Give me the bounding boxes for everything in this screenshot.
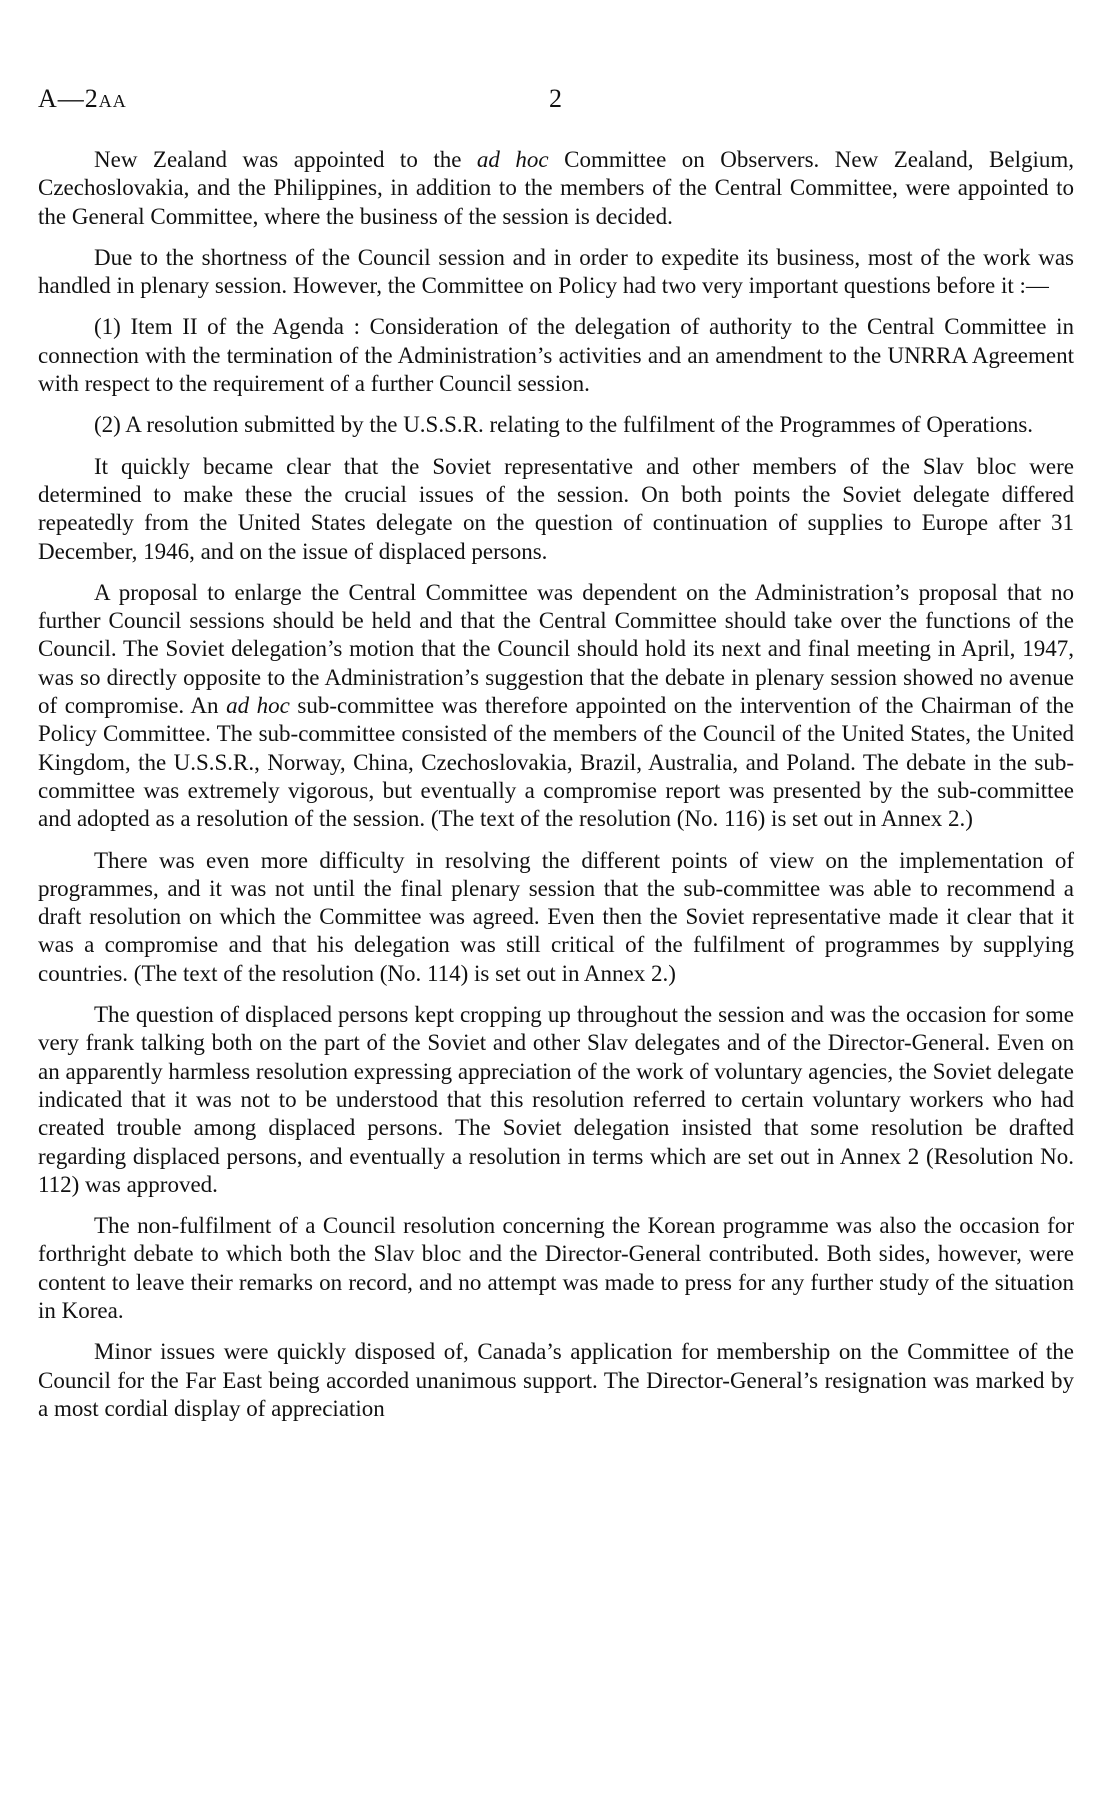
paragraph-displaced-persons: The question of displaced persons kept cropping up throughout the session and was the occasion for some very frank talking both on the part of the Soviet and other Slav delegates and of the Director-General. Even on an apparently harmless resolution expressing appreciation of the work of voluntary agencies, the Soviet delegate indicated that it was not to be understood that this resolution referred to certain voluntary workers who had created trouble among displaced persons. The Soviet delegation insisted that some resolution be drafted regarding displaced persons, and eventually a resolution in terms which are set out in Annex 2 (Resolution No. 112) was approved. — [38, 1002, 1074, 1197]
paragraph-minor-issues: Minor issues were quickly disposed of, Canada’s application for membership on the Committee of the Council for the Far East being accorded unanimous support. The Director-General’s resignation was marked by a most cordial display of appreciation — [38, 1339, 1074, 1421]
paragraph-korean-programme: The non-fulfilment of a Council resolution concerning the Korean programme was also the occasion for forthright debate to which both the Slav bloc and the Director-General contributed. Both sides, however, were content to leave their remarks on record, and no attempt was made to press for any further study of the situation in Korea. — [38, 1213, 1074, 1323]
paragraph-text: sub-committee was therefore appointed on the intervention of the Chairman of the Policy Committee. The sub-committee consisted of the members of the Council of the United States, the United Kingdom, the U.S.S.R., Norway, China, Czechoslovakia, Brazil, Australia, and Poland. The debate in the sub-committee was extremely vigorous, but eventually a compromise report was presented by the sub-committee and adopted as a resolution of the session. (The text of the resolution (No. 116) is set out in Annex 2.) — [38, 693, 1075, 832]
italic-phrase: ad hoc — [476, 147, 549, 172]
reference-suffix: AA — [98, 91, 127, 111]
paragraph-observers-committee — [38, 146, 1074, 231]
paragraph-slav-bloc: It quickly became clear that the Soviet representative and other members of the Slav bloc were determined to make these the crucial issues of the session. On both points the Soviet delegate differed repeatedly from the United States delegate on the question of continuation of supplies to Europe after 31 December, 1946, and on the issue of displaced persons. — [38, 453, 1074, 564]
body-text — [38, 146, 1074, 1423]
document-page — [38, 84, 1074, 1436]
page-header — [38, 84, 1074, 124]
paragraph-text: A proposal to enlarge the Central Committee was dependent on the Administration’s proposal that no further Council sessions should be held and that the Central Committee should take over the functions of the Council. The Soviet delegation’s motion that the Council should hold its next and final meeting in April, 1947, was so directly opposite to the Administration’s suggestion that the debate in plenary session showed no avenue of compromise. An — [38, 579, 1074, 719]
reference-prefix: A—2 — [38, 84, 99, 113]
paragraph-text: Committee on Observers. New Zealand, Belgium, Czechoslovakia, and the Philippines, in addition to the members of the Central Committee, were appointed to the General Committee, where the business of the session is decided. — [38, 147, 1074, 229]
italic-phrase: ad hoc — [226, 693, 290, 719]
paragraph-central-committee — [38, 579, 1074, 834]
paragraph-item-2: (2) A resolution submitted by the U.S.S.R. relating to the fulfilment of the Programmes of Operations. — [94, 412, 1034, 438]
paragraph-item-1: (1) Item II of the Agenda : Consideration of the delegation of authority to the Central Committee in connection with the termination of the Administration’s activities and an amendment to the UNRRA Agreement with respect to the requirement of a further Council session. — [38, 314, 1074, 397]
paragraph-text: New Zealand was appointed to the — [94, 147, 477, 172]
page-number: 2 — [549, 84, 563, 113]
paragraph-programmes: There was even more difficulty in resolving the different points of view on the implementation of programmes, and it was not until the final plenary session that the sub-committee was able to recommend a draft resolution on which the Committee was agreed. Even then the Soviet representative made it clear that it was a compromise and that his delegation was still critical of the fulfilment of programmes by supplying countries. (The text of the resolution (No. 114) is set out in Annex 2.) — [38, 847, 1074, 986]
paragraph-committee-on-policy: Due to the shortness of the Council session and in order to expedite its business, most of the work was handled in plenary session. However, the Committee on Policy had two very important questions before it :— — [38, 244, 1074, 299]
